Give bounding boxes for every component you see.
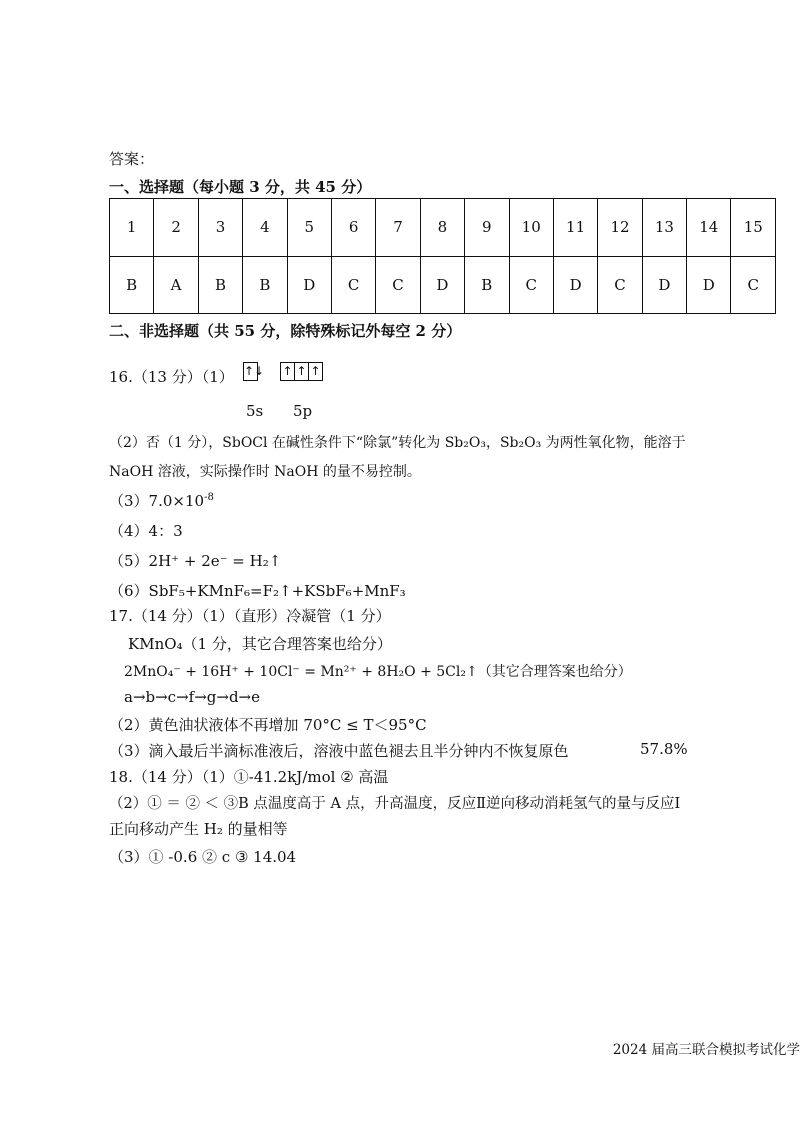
orbital-label-5p: 5p <box>293 402 313 420</box>
orbital-diagram-5p <box>280 361 323 381</box>
q17-line2: KMnO₄（1 分，其它合理答案也给分） <box>128 635 392 653</box>
answer-cell: D <box>687 256 731 314</box>
section2-title: 二、非选择题（共 55 分，除特殊标记外每空 2 分） <box>109 322 462 340</box>
q17-line4: a→b→c→f→g→d→e <box>124 688 260 706</box>
question-number: 7 <box>376 199 420 257</box>
q17-line6-value: 57.8% <box>640 740 688 758</box>
q16-part3-value: （3）7.0×10 <box>109 492 205 510</box>
answer-cell: C <box>331 256 375 314</box>
answer-cell: D <box>420 256 464 314</box>
question-number: 11 <box>553 199 597 257</box>
q16-part2-line1: （2）否（1 分），SbOCl 在碱性条件下“除氯”转化为 Sb₂O₃，Sb₂O₃ 为两性氧化物，能溶于 <box>109 435 686 451</box>
q17-line6: （3）滴入最后半滴标准液后，溶液中蓝色褪去且半分钟内不恢复原色 <box>109 742 569 760</box>
q16-part3 <box>109 490 214 511</box>
answer-cell: C <box>376 256 420 314</box>
question-number: 8 <box>420 199 464 257</box>
q18-line3: 正向移动产生 H₂ 的量相等 <box>109 820 288 838</box>
q18-line4: （3）① -0.6 ② c ③ 14.04 <box>109 848 297 866</box>
footer-text: 2024 届高三联合模拟考试化学 <box>612 1042 800 1058</box>
q16-head: 16.（13 分）（1） <box>109 368 234 386</box>
answer-cell: B <box>198 256 242 314</box>
q18-head: 18.（14 分）（1）①-41.2kJ/mol ② 高温 <box>109 768 389 786</box>
question-number: 13 <box>642 199 686 257</box>
question-number: 2 <box>154 199 198 257</box>
question-number: 3 <box>198 199 242 257</box>
question-number: 10 <box>509 199 553 257</box>
answer-cell: C <box>509 256 553 314</box>
question-number: 14 <box>687 199 731 257</box>
q17-line5: （2）黄色油状液体不再增加 70°C ≤ T＜95°C <box>109 716 427 734</box>
answer-cell: D <box>287 256 331 314</box>
question-number: 4 <box>243 199 287 257</box>
q16-part3-exponent: -8 <box>204 492 214 503</box>
question-number: 9 <box>465 199 509 257</box>
orbital-box: ↑↓ <box>244 363 265 378</box>
answer-table <box>109 198 776 314</box>
q16-part6: （6）SbF₅+KMnF₆=F₂↑+KSbF₆+MnF₃ <box>109 582 406 600</box>
question-number: 1 <box>110 199 154 257</box>
section1-title: 一、选择题（每小题 3 分，共 45 分） <box>109 178 372 196</box>
answer-cell: D <box>642 256 686 314</box>
question-number: 15 <box>731 199 776 257</box>
answer-cell: C <box>598 256 642 314</box>
answer-row <box>110 256 776 314</box>
q16-part2-line2: NaOH 溶液，实际操作时 NaOH 的量不易控制。 <box>109 464 421 480</box>
orbital-box: ↑ <box>294 363 308 380</box>
answer-cell: C <box>731 256 776 314</box>
q17-head: 17.（14 分）（1）（直形）冷凝管（1 分） <box>109 607 391 625</box>
answer-label: 答案： <box>109 150 155 168</box>
orbital-label-5s: 5s <box>246 402 264 420</box>
question-number-row <box>110 199 776 257</box>
answer-cell: D <box>553 256 597 314</box>
orbital-box: ↑ <box>308 363 322 380</box>
orbital-diagram-5s <box>243 361 265 381</box>
q17-line3: 2MnO₄⁻ + 16H⁺ + 10Cl⁻ = Mn²⁺ + 8H₂O + 5Cl₂↑（其它合理答案也给分） <box>124 664 632 680</box>
orbital-box: ↑ <box>282 363 293 378</box>
q16-part5: （5）2H⁺ + 2e⁻ = H₂↑ <box>109 552 282 570</box>
q18-line2: （2）① ＝ ② ＜ ③B 点温度高于 A 点，升高温度，反应Ⅱ逆向移动消耗氢气的量与反应Ⅰ <box>109 796 681 812</box>
answer-cell: B <box>110 256 154 314</box>
answer-cell: B <box>465 256 509 314</box>
answer-cell: B <box>243 256 287 314</box>
answer-cell: A <box>154 256 198 314</box>
question-number: 6 <box>331 199 375 257</box>
question-number: 12 <box>598 199 642 257</box>
q16-part4: （4）4：3 <box>109 522 183 540</box>
question-number: 5 <box>287 199 331 257</box>
